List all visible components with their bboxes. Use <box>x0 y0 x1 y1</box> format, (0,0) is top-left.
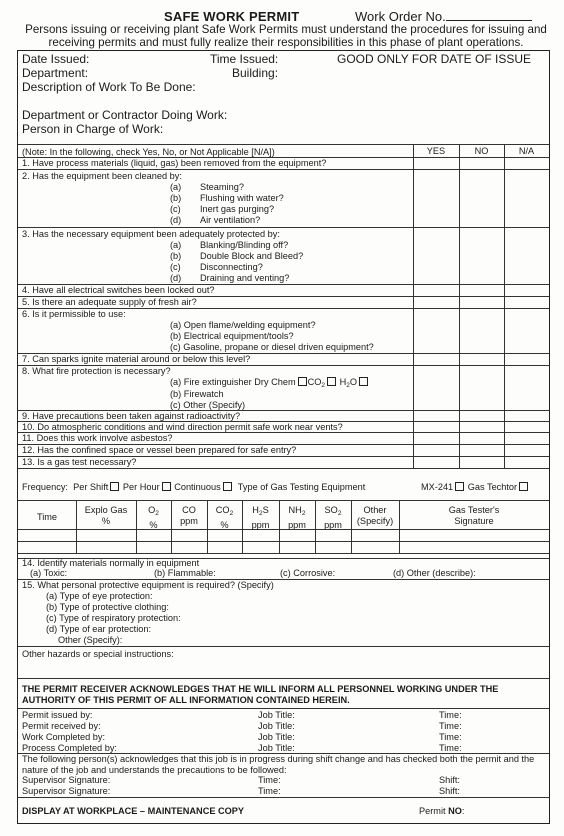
question-12: 12. Has the confined space or vessel been prepared for safe entry? <box>22 445 297 455</box>
q8a-text: (a) Fire extinguisher Dry Chem <box>170 377 296 387</box>
h2s-s: S <box>262 505 269 515</box>
question-4: 4. Have all electrical switches been locked out? <box>22 285 215 295</box>
question-3c: Disconnecting? <box>200 262 263 272</box>
question-13: 13. Is a gas test necessary? <box>22 457 137 467</box>
display-at-workplace: DISPLAY AT WORKPLACE – MAINTENANCE COPY <box>22 806 245 816</box>
gas-techtor-checkbox[interactable] <box>519 482 528 491</box>
work-order-blank[interactable] <box>446 10 532 21</box>
question-11: 11. Does this work involve asbestos? <box>22 433 173 443</box>
question-3d: Draining and venting? <box>200 273 290 283</box>
process-completed-field[interactable]: Process Completed by: <box>22 743 117 753</box>
person-in-charge-field[interactable]: Person in Charge of Work: <box>22 122 164 136</box>
co2-label: CO <box>307 377 322 387</box>
col-time: Time <box>36 512 58 522</box>
toxic-field[interactable]: (a) Toxic: <box>30 568 68 578</box>
col-co <box>171 505 207 526</box>
question-6a: (a) Open flame/welding equipment? <box>170 320 316 330</box>
question-5: 5. Is there an adequate supply of fresh air? <box>22 297 197 307</box>
explo-line1: Explo Gas <box>84 505 128 515</box>
question-6c: (c) Gasoline, propane or diesel driven equipment? <box>170 342 374 352</box>
col-yes-header: YES <box>426 146 446 156</box>
permit-number-field[interactable] <box>419 806 464 817</box>
q2b-letter: (b) <box>170 193 182 203</box>
col-o2 <box>136 505 171 530</box>
sig-line1: Gas Tester's <box>448 505 500 515</box>
question-14: 14. Identify materials normally in equipment <box>22 558 200 568</box>
q3a-letter: (a) <box>170 240 182 250</box>
supervisor-signature-2[interactable]: Supervisor Signature: <box>22 786 111 796</box>
question-8b: (b) Firewatch <box>170 389 224 399</box>
question-15: 15. What personal protective equipment is required? (Specify) <box>22 580 274 590</box>
frequency-label: Frequency: <box>22 482 68 492</box>
supervisor-time-2[interactable]: Time: <box>258 786 281 796</box>
work-order-label: Work Order No. <box>355 9 446 24</box>
ppe-clothing-field[interactable]: (b) Type of protective clothing: <box>46 602 169 612</box>
completed-by-field[interactable]: Work Completed by: <box>22 732 106 742</box>
col-nh2 <box>279 505 315 530</box>
nh2-nh: NH <box>288 505 302 515</box>
q2a-letter: (a) <box>170 182 182 192</box>
department-field[interactable]: Department: <box>22 66 89 80</box>
so2-unit: ppm <box>324 519 342 530</box>
question-2b: Flushing with water? <box>200 193 284 203</box>
process-time[interactable]: Time: <box>439 743 462 753</box>
col-other <box>351 505 399 526</box>
dept-contractor-field[interactable]: Department or Contractor Doing Work: <box>22 108 228 122</box>
question-3b: Double Block and Bleed? <box>200 251 304 261</box>
form-title: SAFE WORK PERMIT <box>164 9 300 24</box>
ppe-respiratory-field[interactable]: (c) Type of respiratory protection: <box>46 613 181 623</box>
o2-unit: % <box>149 519 158 530</box>
other-line1: Other <box>363 505 387 515</box>
supervisor-shift-2[interactable]: Shift: <box>439 786 460 796</box>
question-8: 8. What fire protection is necessary? <box>22 366 171 376</box>
ppe-eye-field[interactable]: (a) Type of eye protection: <box>46 591 153 601</box>
question-10: 10. Do atmospheric conditions and wind direction permit safe work near vents? <box>22 422 343 432</box>
other-line2: (Specify) <box>356 515 394 526</box>
question-2a: Steaming? <box>200 182 244 192</box>
per-shift-label: Per Shift <box>73 482 109 492</box>
question-2c: Inert gas purging? <box>200 204 275 214</box>
co-label: CO <box>182 505 196 515</box>
question-2d: Air ventilation? <box>200 215 261 225</box>
continuous-label: Continuous <box>174 482 221 492</box>
continuous-checkbox[interactable] <box>223 482 232 491</box>
work-order-field[interactable] <box>355 9 532 24</box>
co2-unit: % <box>220 519 229 530</box>
h2o-o: O <box>349 377 357 387</box>
h2s-h: H <box>252 505 259 515</box>
question-7: 7. Can sparks ignite material around or below this level? <box>22 354 251 364</box>
received-by-field[interactable]: Permit received by: <box>22 721 101 731</box>
h2o-sub: 2 <box>346 382 350 389</box>
sig-line2: Signature <box>454 515 494 526</box>
col-explo-gas <box>76 505 136 526</box>
frequency-row <box>22 482 365 493</box>
h2s-unit: ppm <box>251 519 270 530</box>
question-1: 1. Have process materials (liquid, gas) been removed from the equipment? <box>22 158 327 168</box>
permit-label: Permit <box>419 806 449 816</box>
received-time[interactable]: Time: <box>439 721 462 731</box>
h2o-checkbox[interactable] <box>359 377 368 386</box>
nh2-sub: 2 <box>301 510 306 517</box>
issued-by-field[interactable]: Permit issued by: <box>22 710 93 720</box>
q2c-letter: (c) <box>170 204 181 214</box>
question-2: 2. Has the equipment been cleaned by: <box>22 171 182 181</box>
acknowledge-statement: THE PERMIT RECEIVER ACKNOWLEDGES THAT HE WILL INFORM ALL PERSONNEL WORKING UNDER THE AUTHORITY OF THIS PERMIT OF ALL INFORMATION CONTAINED HEREIN. <box>22 684 499 705</box>
supervisor-signature-1[interactable]: Supervisor Signature: <box>22 775 111 785</box>
checklist-note: (Note: In the following, check Yes, No, or Not Applicable [N/A]) <box>22 147 275 157</box>
explo-line2: % <box>101 515 111 526</box>
co2-c: CO <box>215 505 230 515</box>
issued-job-title[interactable]: Job Title: <box>258 710 295 720</box>
description-field[interactable]: Description of Work To Be Done: <box>22 80 196 94</box>
co2-sub: 2 <box>321 382 326 389</box>
ppe-other-field[interactable]: Other (Specify): <box>58 635 123 645</box>
so2-so: SO <box>324 505 338 515</box>
mx241-checkbox[interactable] <box>455 482 464 491</box>
so2-sub: 2 <box>337 510 342 517</box>
form-frame <box>17 50 550 824</box>
supervisor-shift-1[interactable]: Shift: <box>439 775 460 785</box>
o2-sub: 2 <box>155 510 159 517</box>
co2-checkbox[interactable] <box>327 377 336 386</box>
col-h2s <box>242 505 279 530</box>
gas-equipment-label: Type of Gas Testing Equipment <box>237 482 366 492</box>
dry-chem-checkbox[interactable] <box>298 377 307 386</box>
building-field[interactable]: Building: <box>232 66 279 80</box>
per-shift-checkbox[interactable] <box>110 482 119 491</box>
per-hour-checkbox[interactable] <box>162 482 171 491</box>
q3d-letter: (d) <box>170 273 182 283</box>
nh2-unit: ppm <box>288 519 306 530</box>
col-co2 <box>207 505 242 530</box>
date-issued-field[interactable]: Date Issued: <box>22 52 90 66</box>
per-hour-label: Per Hour <box>122 482 160 492</box>
corrosive-field[interactable]: (c) Corrosive: <box>280 568 336 578</box>
permit-no-label: NO <box>448 806 462 816</box>
q3b-letter: (b) <box>170 251 182 261</box>
completed-job-title[interactable]: Job Title: <box>258 732 295 742</box>
col-na-header: N/A <box>518 146 535 156</box>
col-signature <box>399 505 549 526</box>
flammable-field[interactable]: (b) Flammable: <box>154 568 216 578</box>
question-6: 6. Is it permissible to use: <box>22 309 126 319</box>
col-no-header: NO <box>474 146 489 156</box>
equipment-options <box>421 482 529 493</box>
process-job-title[interactable]: Job Title: <box>258 743 295 753</box>
ppe-ear-field[interactable]: (d) Type of ear protection: <box>46 624 152 634</box>
question-9: 9. Have precautions been taken against radioactivity? <box>22 411 241 421</box>
o2-o: O <box>148 505 156 515</box>
co-unit: ppm <box>180 515 198 526</box>
question-6b: (b) Electrical equipment/tools? <box>170 331 294 341</box>
completed-time[interactable]: Time: <box>439 732 462 742</box>
permit-colon: : <box>461 806 465 816</box>
good-only-note: GOOD ONLY FOR DATE OF ISSUE <box>337 52 532 66</box>
received-job-title[interactable]: Job Title: <box>258 721 295 731</box>
q3c-letter: (c) <box>170 262 181 272</box>
h2o-h: H <box>339 377 347 387</box>
gas-techtor-label: Gas Techtor <box>467 482 518 492</box>
shift-change-text: The following person(s) acknowledges that this job is in progress during shift change and has checked both the permit and the nature of the job and understands the precautions to be followed: <box>22 754 535 775</box>
other-hazards-field[interactable]: Other hazards or special instructions: <box>22 649 174 659</box>
question-8c: (c) Other (Specify) <box>170 400 246 410</box>
issued-time[interactable]: Time: <box>439 710 462 720</box>
time-issued-field[interactable]: Time Issued: <box>210 52 279 66</box>
h2s-sub: 2 <box>258 510 263 517</box>
mx241-label: MX-241 <box>421 482 454 492</box>
other-describe-field[interactable]: (d) Other (describe): <box>393 568 476 578</box>
supervisor-time-1[interactable]: Time: <box>258 775 281 785</box>
question-3: 3. Has the necessary equipment been adequately protected by: <box>22 229 280 239</box>
question-3a: Blanking/Blinding off? <box>200 240 289 250</box>
col-so2 <box>315 505 351 530</box>
co2-sub2: 2 <box>229 510 234 517</box>
q2d-letter: (d) <box>170 215 182 225</box>
intro-text: Persons issuing or receiving plant Safe Work Permits must understand the procedures for issuing and receiving permits and must fully realize their responsibilities in this phase of plant operations. <box>25 23 547 49</box>
